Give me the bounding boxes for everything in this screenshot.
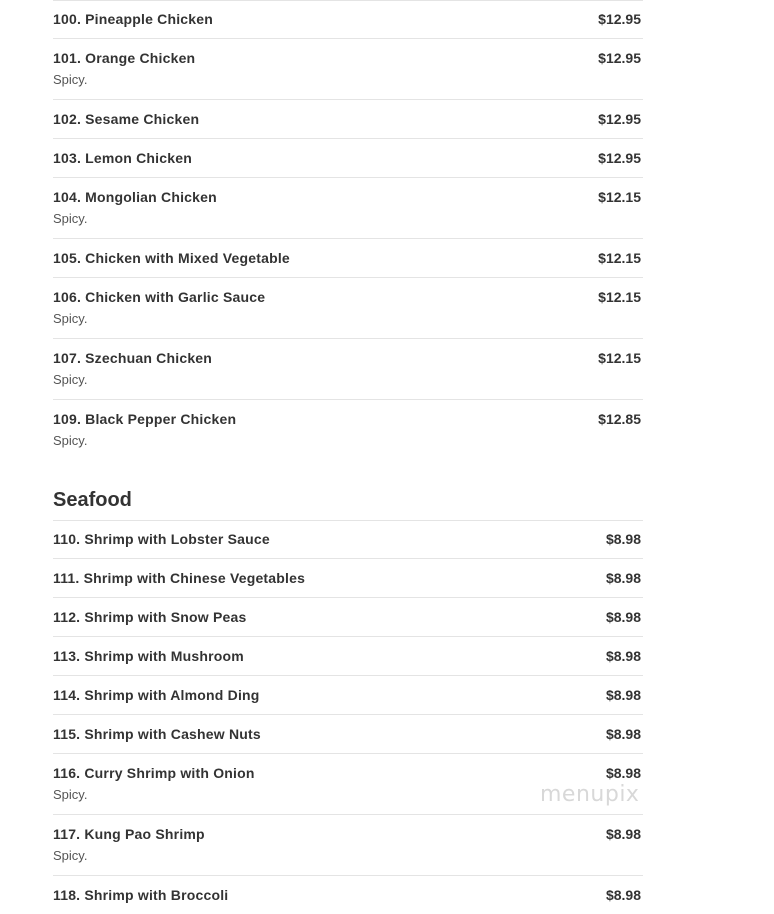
menu-item[interactable] [53, 399, 643, 460]
menu-item-price: $8.98 [605, 887, 641, 903]
menu-item-row [53, 49, 643, 67]
menu-item-price: $8.98 [605, 609, 641, 625]
menu-item[interactable] [53, 520, 643, 558]
menu-item-row [53, 608, 643, 626]
menu-item-row [53, 725, 643, 743]
menu-item-price: $12.15 [598, 189, 641, 205]
menu-item-row [53, 10, 643, 28]
menu-item[interactable] [53, 814, 643, 875]
menu-item-name: 103. Lemon Chicken [53, 150, 192, 166]
menu-item-row [53, 686, 643, 704]
menu-item-price: $8.98 [605, 648, 641, 664]
menu-item-name: 109. Black Pepper Chicken [53, 411, 237, 427]
menu-item[interactable] [53, 558, 643, 597]
menu-item-row [53, 249, 643, 267]
menu-item-name: 102. Sesame Chicken [53, 111, 200, 127]
menu-item-name: 107. Szechuan Chicken [53, 350, 213, 366]
menu-item[interactable] [53, 38, 643, 99]
menu-item-row [53, 288, 643, 306]
menu-item-name: 105. Chicken with Mixed Vegetable [53, 250, 290, 266]
menu-item[interactable] [53, 0, 643, 38]
menu-item-price: $12.95 [598, 50, 641, 66]
menu-item[interactable] [53, 177, 643, 238]
menu-item[interactable] [53, 675, 643, 714]
menu-item-description: Spicy. [53, 372, 88, 387]
menu-item-row [53, 349, 643, 367]
watermark-logo: menupix [540, 782, 640, 807]
menu-item-name: 115. Shrimp with Cashew Nuts [53, 726, 261, 742]
menu-item-row [53, 825, 643, 843]
section-title-seafood: Seafood [53, 489, 132, 511]
menu-item-price: $8.98 [605, 570, 641, 586]
menu-item-price: $8.98 [605, 531, 641, 547]
menu-item-name: 100. Pineapple Chicken [53, 11, 214, 27]
menu-item-name: 106. Chicken with Garlic Sauce [53, 289, 266, 305]
menu-item-row [53, 188, 643, 206]
menu-item-price: $8.98 [605, 826, 641, 842]
menu-item-price: $12.95 [598, 111, 641, 127]
menu-item[interactable] [53, 875, 643, 914]
menu-item-row [53, 569, 643, 587]
menu-item-row [53, 410, 643, 428]
menu-item-description: Spicy. [53, 787, 88, 802]
menu-item-row [53, 149, 643, 167]
menu-item-price: $12.15 [598, 250, 641, 266]
menu-item-price: $8.98 [605, 687, 641, 703]
menu-item[interactable] [53, 338, 643, 399]
menu-item-name: 118. Shrimp with Broccoli [53, 887, 229, 903]
menu-item-name: 104. Mongolian Chicken [53, 189, 217, 205]
menu-item-description: Spicy. [53, 72, 88, 87]
chicken-items [53, 0, 643, 460]
menu-item-name: 113. Shrimp with Mushroom [53, 648, 244, 664]
menu-item-price: $12.85 [598, 411, 641, 427]
menu-item-price: $12.15 [598, 350, 641, 366]
menu-item[interactable] [53, 277, 643, 338]
menu-item-row [53, 886, 643, 904]
menu-item-row [53, 764, 643, 782]
menu-item-row [53, 530, 643, 548]
menu-item-price: $8.98 [605, 765, 641, 781]
menu-item-price: $8.98 [605, 726, 641, 742]
menu-item-description: Spicy. [53, 848, 88, 863]
menu-item[interactable] [53, 138, 643, 177]
menu-item-price: $12.15 [598, 289, 641, 305]
menu-item-name: 116. Curry Shrimp with Onion [53, 765, 255, 781]
menu-item-description: Spicy. [53, 211, 88, 226]
menu-item-name: 111. Shrimp with Chinese Vegetables [53, 570, 306, 586]
menu-item-name: 117. Kung Pao Shrimp [53, 826, 205, 842]
menu-item-price: $12.95 [598, 150, 641, 166]
menu-item-row [53, 110, 643, 128]
menu-item-name: 112. Shrimp with Snow Peas [53, 609, 247, 625]
menu-item-row [53, 647, 643, 665]
menu-item-name: 114. Shrimp with Almond Ding [53, 687, 260, 703]
menu-item-price: $12.95 [598, 11, 641, 27]
menu-item-name: 110. Shrimp with Lobster Sauce [53, 531, 270, 547]
menu-list [53, 0, 643, 914]
seafood-items [53, 520, 643, 914]
menu-item-name: 101. Orange Chicken [53, 50, 196, 66]
menu-item[interactable] [53, 597, 643, 636]
menu-item-description: Spicy. [53, 433, 88, 448]
menu-item[interactable] [53, 714, 643, 753]
menu-item[interactable] [53, 99, 643, 138]
menu-item[interactable] [53, 238, 643, 277]
menu-item-description: Spicy. [53, 311, 88, 326]
menu-item[interactable] [53, 636, 643, 675]
